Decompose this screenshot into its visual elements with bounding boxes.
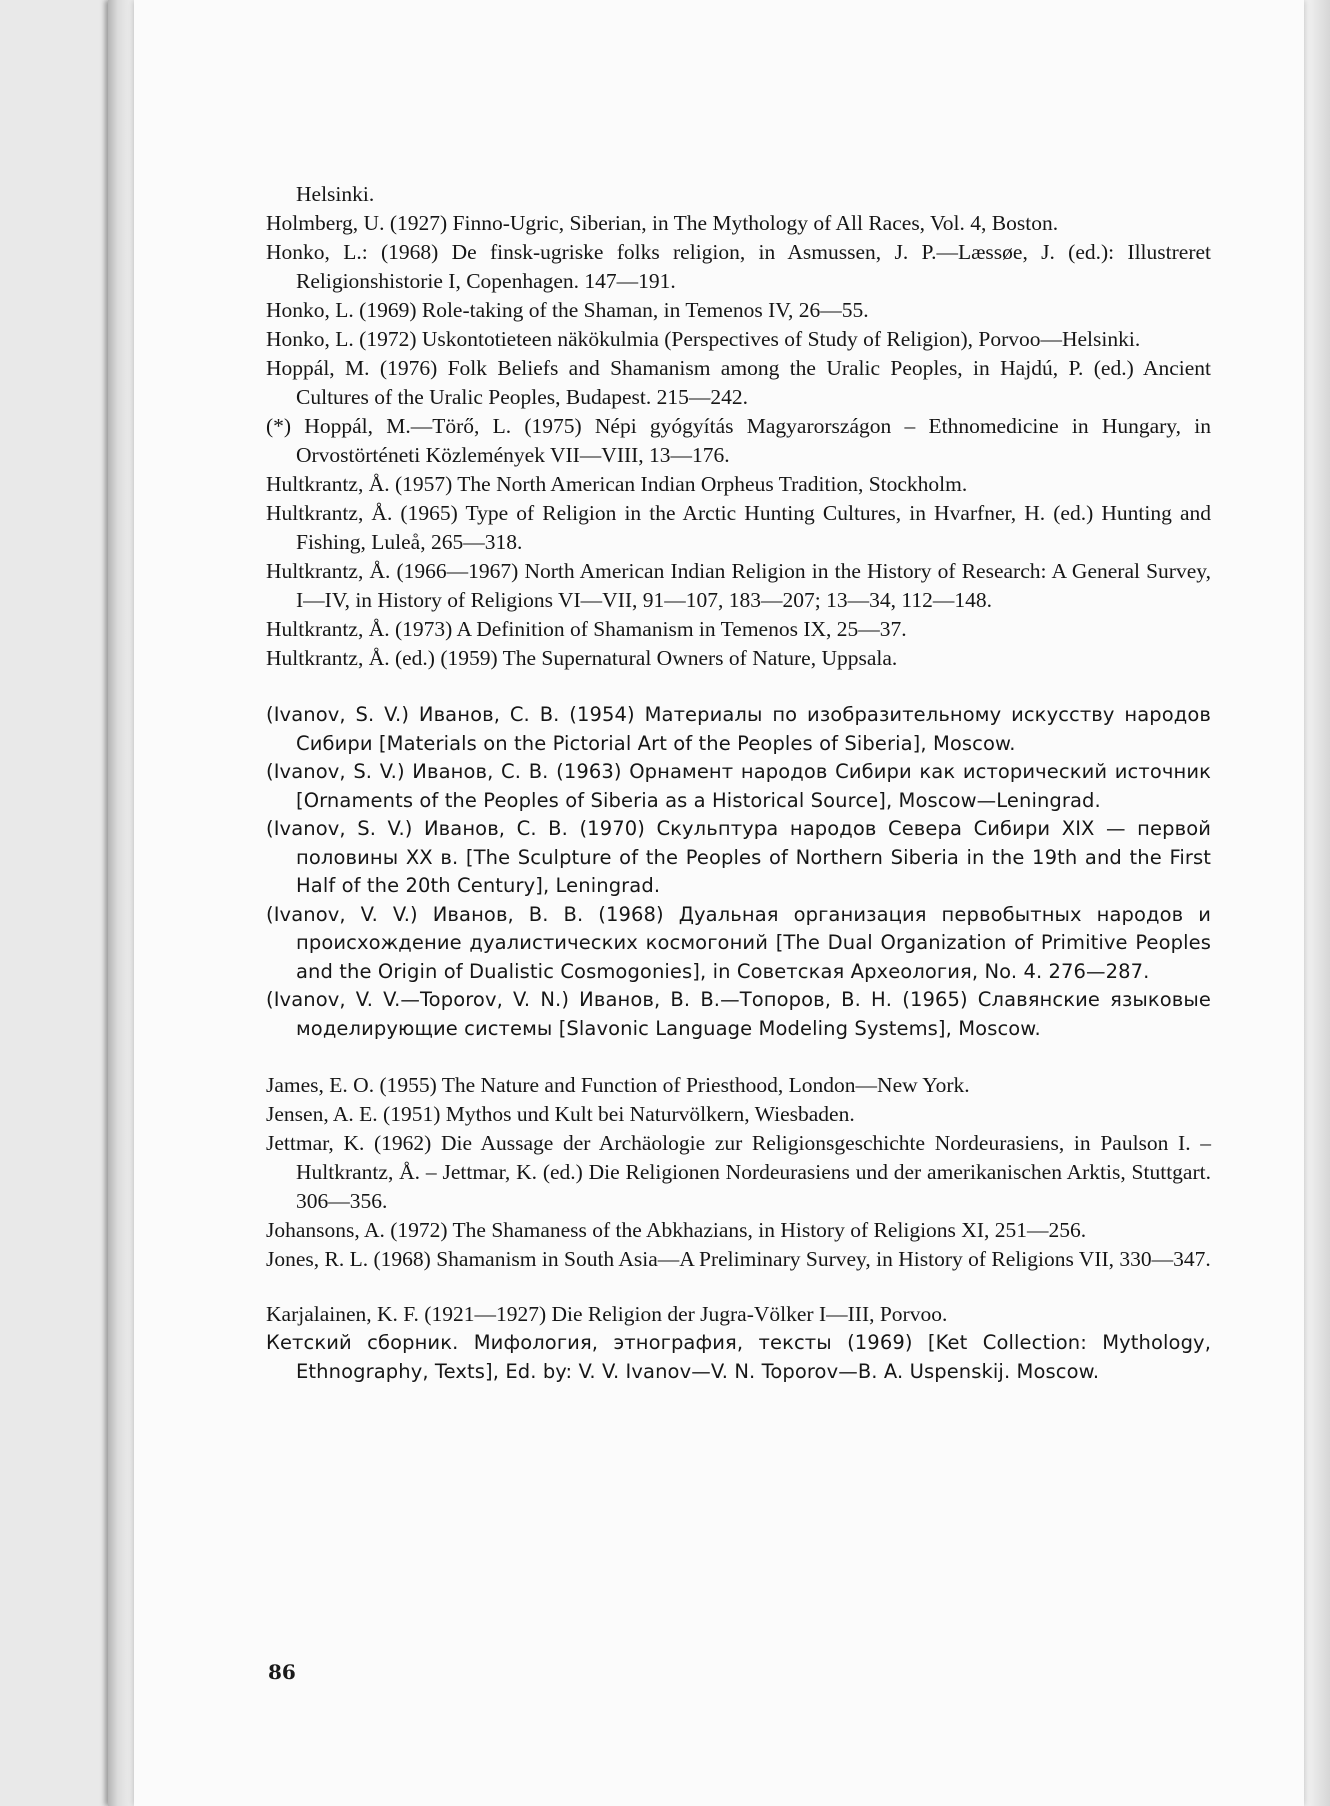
book-spine-edge <box>108 0 136 1806</box>
bibliography-entry: Jettmar, K. (1962) Die Aussage der Archäologie zur Religionsgeschichte Nordeurasiens, in Paulson I. – Hultkrantz, Å. – Jettmar, K. (ed.) Die Religionen Nordeurasiens und der amerikanischen Arktis, Stuttgart. 306—356. <box>266 1131 1211 1213</box>
bibliography-entry: Кетский сборник. Мифология, этнография, тексты (1969) [Ket Collection: Mythology, Ethnography, Texts], Ed. by: V. V. Ivanov—V. N. Toporov—B. A. Uspenskij. Moscow. <box>266 1331 1211 1383</box>
page-right-edge <box>1304 0 1330 1806</box>
bibliography-entry: James, E. O. (1955) The Nature and Function of Priesthood, London—New York. <box>266 1073 970 1097</box>
bibliography-entry: (Ivanov, V. V.—Toporov, V. N.) Иванов, В. В.—Топоров, В. Н. (1965) Славянские языковые моделирующие системы [Slavonic Language Modeling Systems], Moscow. <box>266 988 1211 1040</box>
bibliography-list <box>266 180 1211 1386</box>
bibliography-entry: Hultkrantz, Å. (1965) Type of Religion in the Arctic Hunting Cultures, in Hvarfner, H. (ed.) Hunting and Fishing, Luleå, 265—318. <box>266 501 1211 554</box>
bibliography-entry: Johansons, A. (1972) The Shamaness of the Abkhazians, in History of Religions XI, 251—256. <box>266 1218 1087 1242</box>
bibliography-section-ivanov <box>266 701 1211 1043</box>
bibliography-section-j <box>266 1071 1211 1274</box>
bibliography-entry: Hultkrantz, Å. (1973) A Definition of Shamanism in Temenos IX, 25—37. <box>266 617 907 641</box>
bibliography-entry: (Ivanov, S. V.) Иванов, С. В. (1963) Орнамент народов Сибири как исторический источник [Ornaments of the Peoples of Siberia as a Historical Source], Moscow—Leningrad. <box>266 760 1211 812</box>
bibliography-entry: Hoppál, M. (1976) Folk Beliefs and Shamanism among the Uralic Peoples, in Hajdú, P. (ed.) Ancient Cultures of the Uralic Peoples, Budapest. 215—242. <box>266 356 1211 409</box>
bibliography-entry: (Ivanov, S. V.) Иванов, С. В. (1954) Материалы по изобразительному искусству народов Сибири [Materials on the Pictorial Art of the Peoples of Siberia], Moscow. <box>266 703 1211 755</box>
bibliography-entry: Karjalainen, K. F. (1921—1927) Die Religion der Jugra-Völker I—III, Porvoo. <box>266 1302 948 1326</box>
bibliography-entry: Hultkrantz, Å. (1966—1967) North American Indian Religion in the History of Research: A General Survey, I—IV, in History of Religions VI—VII, 91—107, 183—207; 13—34, 112—148. <box>266 559 1211 612</box>
bibliography-entry: Hultkrantz, Å. (ed.) (1959) The Supernatural Owners of Nature, Uppsala. <box>266 646 898 670</box>
bibliography-entry: Helsinki. <box>296 182 375 206</box>
bibliography-entry: Hultkrantz, Å. (1957) The North American Indian Orpheus Tradition, Stockholm. <box>266 472 968 496</box>
bibliography-section-k <box>266 1300 1211 1386</box>
bibliography-entry: (Ivanov, S. V.) Иванов, С. В. (1970) Скульптура народов Севера Сибири XIX — первой половины XX в. [The Sculpture of the Peoples of Northern Siberia in the 19th and the First Half of the 20th Century], Leningrad. <box>266 817 1211 897</box>
bibliography-entry: Jones, R. L. (1968) Shamanism in South Asia—A Preliminary Survey, in History of Religions VII, 330—347. <box>266 1247 1211 1271</box>
bibliography-section-h <box>266 180 1211 673</box>
bibliography-entry: (*) Hoppál, M.—Törő, L. (1975) Népi gyógyítás Magyarországon – Ethnomedicine in Hungary, in Orvostörténeti Közlemények VII—VIII, 13—176. <box>266 414 1211 467</box>
bibliography-entry: Jensen, A. E. (1951) Mythos und Kult bei Naturvölkern, Wiesbaden. <box>266 1102 855 1126</box>
section-gap <box>266 673 1211 701</box>
bibliography-entry: Holmberg, U. (1927) Finno-Ugric, Siberian, in The Mythology of All Races, Vol. 4, Boston. <box>266 211 1059 235</box>
bibliography-entry: (Ivanov, V. V.) Иванов, В. В. (1968) Дуальная организация первобытных народов и происхождение дуалистических космогоний [The Dual Organization of Primitive Peoples and the Origin of Dualistic Cosmogonies], in Советская Археология, No. 4. 276—287. <box>266 902 1211 983</box>
section-gap <box>266 1274 1211 1300</box>
bibliography-entry: Honko, L.: (1968) De finsk-ugriske folks religion, in Asmussen, J. P.—Læssøe, J. (ed.): Illustreret Religionshistorie I, Copenhagen. 147—191. <box>266 240 1211 293</box>
section-gap <box>266 1043 1211 1071</box>
bibliography-entry: Honko, L. (1972) Uskontotieteen näkökulmia (Perspectives of Study of Religion), Porvoo—Helsinki. <box>266 327 1141 351</box>
page-number: 86 <box>268 1660 296 1684</box>
bibliography-entry: Honko, L. (1969) Role-taking of the Shaman, in Temenos IV, 26—55. <box>266 298 869 322</box>
